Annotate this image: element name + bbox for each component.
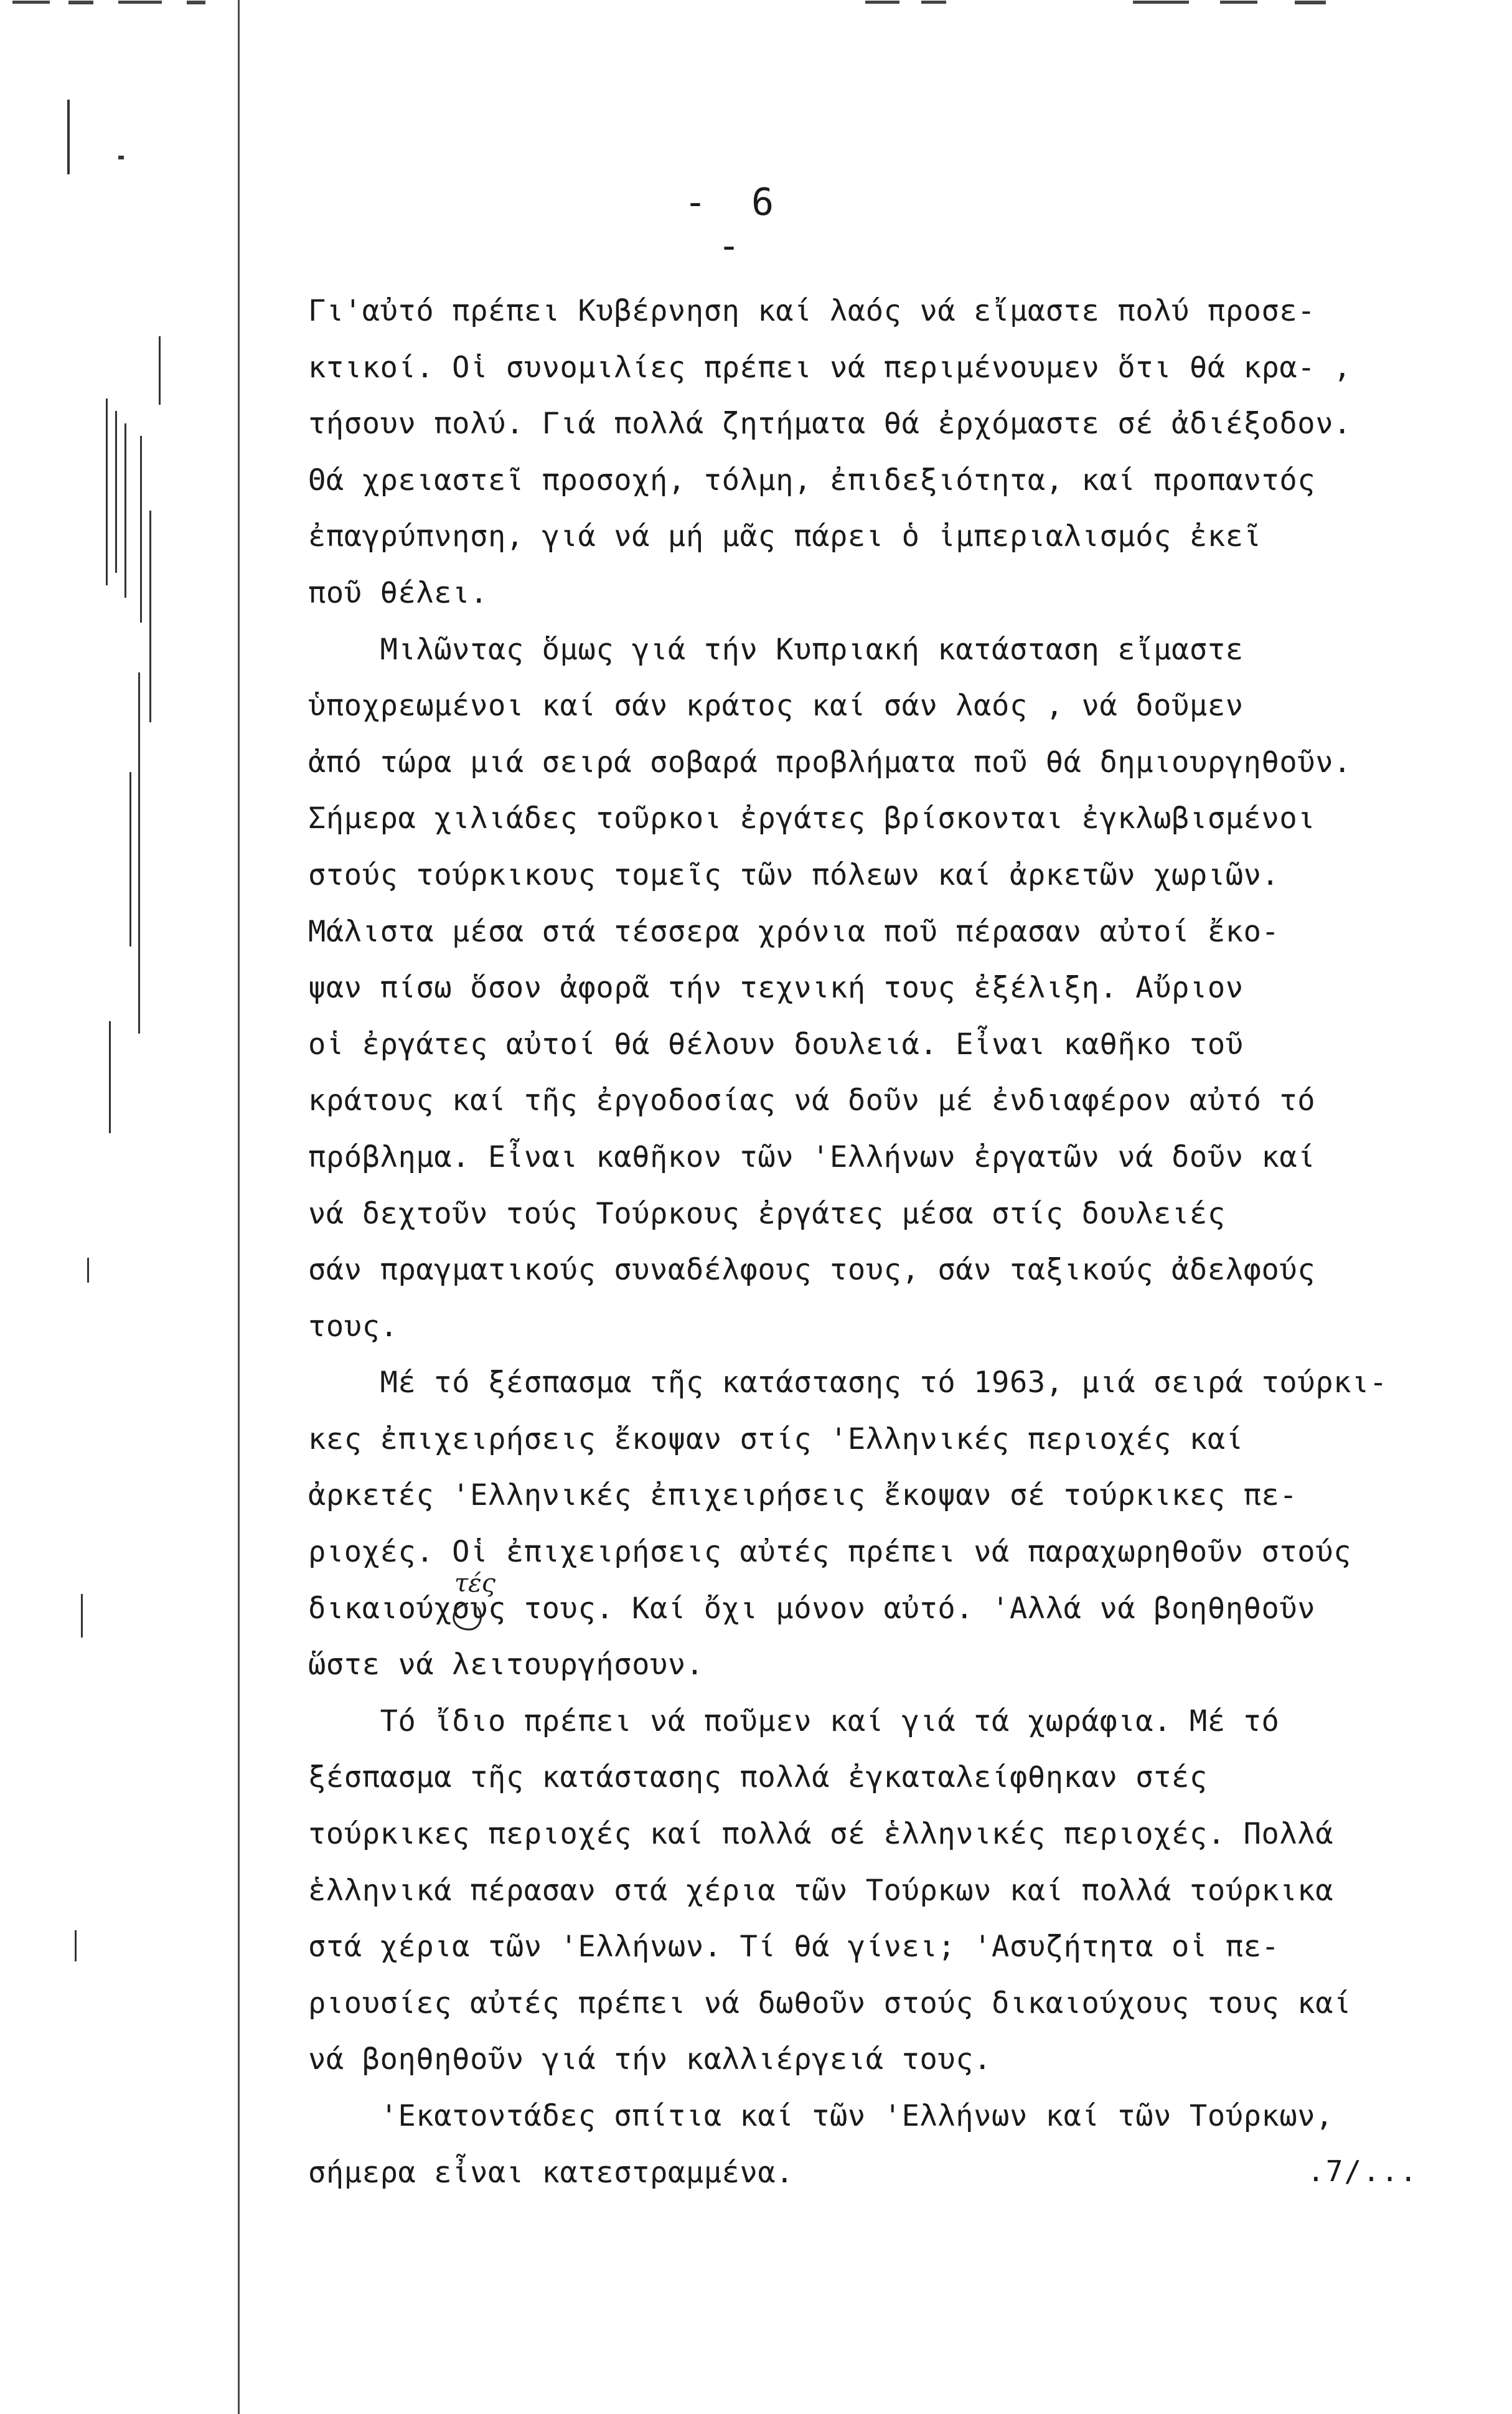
text-line-26: Τό ἴδιο πρέπει νά ποῦμεν καί γιά τά χωράφια. Μέ τό — [308, 1704, 1280, 1738]
text-line-33: 'Εκατοντάδες σπίτια καί τῶν 'Ελλήνων καί τῶν Τούρκων, — [308, 2099, 1334, 2133]
text-line-14: οἱ ἐργάτες αὐτοί θά θέλουν δουλειά. Εἶναι καθῆκο τοῦ — [308, 1027, 1244, 1062]
text-line-7: Μιλῶντας ὅμως γιά τήν Κυπριακή κατάσταση εἴμαστε — [308, 632, 1244, 667]
text-line-18: σάν πραγματικούς συναδέλφους τους, σάν ταξικούς ἀδελφούς — [308, 1253, 1316, 1288]
text-line-22: ἀρκετές 'Ελληνικές ἐπιχειρήσεις ἔκοψαν σέ τούρκικες πε- — [308, 1478, 1298, 1513]
text-line-9: ἀπό τώρα μιά σειρά σοβαρά προβλήματα ποῦ θά δημιουργηθοῦν. — [308, 745, 1351, 780]
text-line-17: νά δεχτοῦν τούς Τούρκους ἐργάτες μέσα στίς δουλειές — [308, 1196, 1226, 1231]
handwritten-annotation: τές — [454, 1569, 495, 1598]
binding-margin-line — [238, 0, 240, 2414]
text-line-1: Γι'αὐτό πρέπει Κυβέρνηση καί λαός νά εἴμαστε πολύ προσε- — [308, 294, 1316, 328]
text-line-27: ξέσπασμα τῆς κατάστασης πολλά ἐγκαταλείφθηκαν στές — [308, 1760, 1208, 1795]
text-line-10: Σήμερα χιλιάδες τοῦρκοι ἐργάτες βρίσκονται ἐγκλωβισμένοι — [308, 801, 1316, 836]
text-line-28: τούρκικες περιοχές καί πολλά σέ ἑλληνικές περιοχές. Πολλά — [308, 1817, 1334, 1852]
text-line-21: κες ἐπιχειρήσεις ἔκοψαν στίς 'Ελληνικές περιοχές καί — [308, 1422, 1244, 1456]
page-number: - 6 - — [683, 181, 786, 268]
text-line-31: ριουσίες αὐτές πρέπει νά δωθοῦν στούς δικαιούχους τους καί — [308, 1986, 1351, 2020]
text-line-6: ποῦ θέλει. — [308, 575, 488, 610]
text-line-19: τους. — [308, 1309, 398, 1344]
text-line-30: στά χέρια τῶν 'Ελλήνων. Τί θά γίνει; 'Ασυζήτητα οἱ πε- — [308, 1930, 1280, 1964]
text-line-4: Θά χρειαστεῖ προσοχή, τόλμη, ἐπιδεξιότητα, καί προπαντός — [308, 463, 1316, 497]
text-line-29: ἑλληνικά πέρασαν στά χέρια τῶν Τούρκων καί πολλά τούρκικα — [308, 1873, 1334, 1908]
text-line-24: δικαιούχους τους. Καί ὄχι μόνον αὐτό. 'Αλλά νά βοηθηθοῦν — [308, 1591, 1316, 1626]
binding-shadow-marks — [0, 0, 237, 2414]
text-line-12: Μάλιστα μέσα στά τέσσερα χρόνια ποῦ πέρασαν αὐτοί ἔκο- — [308, 914, 1280, 949]
text-line-3: τήσουν πολύ. Γιά πολλά ζητήματα θά ἐρχόμαστε σέ ἀδιέξοδον. — [308, 407, 1351, 441]
text-line-23: ριοχές. Οἱ ἐπιχειρήσεις αὐτές πρέπει νά παραχωρηθοῦν στούς — [308, 1535, 1351, 1570]
text-line-16: πρόβλημα. Εἶναι καθῆκον τῶν 'Ελλήνων ἐργατῶν νά δοῦν καί — [308, 1139, 1316, 1174]
text-line-25: ὥστε νά λειτουργήσουν. — [308, 1648, 704, 1682]
text-line-15: κράτους καί τῆς ἐργοδοσίας νά δοῦν μέ ἐνδιαφέρον αὐτό τό — [308, 1083, 1316, 1118]
text-line-34: σήμερα εἶναι κατεστραμμένα. — [308, 2155, 794, 2190]
body-text — [308, 283, 1478, 2201]
text-line-8: ὑποχρεωμένοι καί σάν κράτος καί σάν λαός , νά δοῦμεν — [308, 689, 1244, 724]
text-line-2: κτικοί. Οἱ συνομιλίες πρέπει νά περιμένουμεν ὅτι θά κρα- , — [308, 350, 1351, 385]
continuation-marker: .7/... — [1307, 2154, 1419, 2188]
text-line-5: ἐπαγρύπνηση, γιά νά μή μᾶς πάρει ὁ ἰμπεριαλισμός ἐκεῖ — [308, 519, 1262, 554]
text-line-20: Μέ τό ξέσπασμα τῆς κατάστασης τό 1963, μιά σειρά τούρκι- — [308, 1365, 1388, 1400]
text-line-13: ψαν πίσω ὅσον ἀφορᾶ τήν τεχνική τους ἐξέλιξη. Αὔριον — [308, 971, 1244, 1006]
text-line-32: νά βοηθηθοῦν γιά τήν καλλιέργειά τους. — [308, 2042, 992, 2077]
text-line-11: στούς τούρκικους τομεῖς τῶν πόλεων καί ἀρκετῶν χωριῶν. — [308, 857, 1280, 892]
